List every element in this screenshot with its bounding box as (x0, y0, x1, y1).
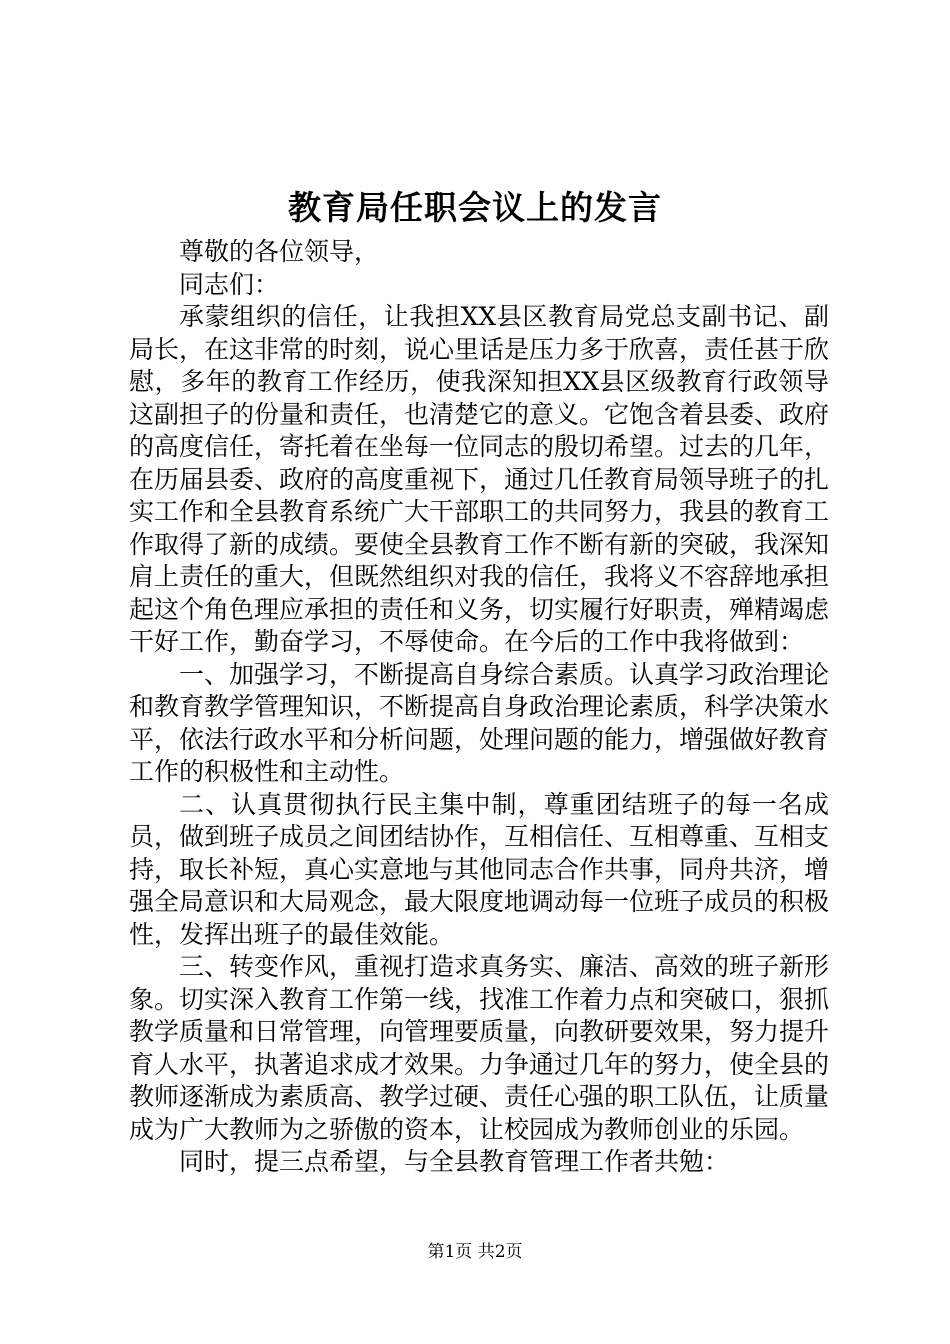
paragraph-closing: 同时，提三点希望，与全县教育管理工作者共勉： (179, 1147, 730, 1176)
document-title: 教育局任职会议上的发言 (288, 188, 662, 227)
salutation-comrades: 同志们： (179, 269, 280, 299)
page-footer: 第1页 共2页 (427, 1242, 523, 1262)
salutation-leaders: 尊敬的各位领导， (179, 237, 380, 266)
paragraph-point-two: 二、认真贯彻执行民主集中制，尊重团结班子的每一名成员，做到班子成员之间团结协作，互相信任、互相尊重、互相支持，取长补短，真心实意地与其他同志合作共事，同舟共济，增强全局意识和大局观念，最大限度地调动每一位班子成员的积极性，发挥出班子的最佳效能。 (129, 789, 830, 949)
paragraph-point-three: 三、转变作风，重视打造求真务实、廉洁、高效的班子新形象。切实深入教育工作第一线，找准工作着力点和突破口，狠抓教学质量和日常管理，向管理要质量，向教研要效果，努力提升育人水平，执著追求成才效果。力争通过几年的努力，使全县的教师逐渐成为素质高、教学过硬、责任心强的职工队伍，让质量成为广大教师为之骄傲的资本，让校园成为教师创业的乐园。 (129, 952, 830, 1144)
paragraph-intro: 承蒙组织的信任，让我担XX县区教育局党总支副书记、副局长，在这非常的时刻，说心里话是压力多于欣喜，责任甚于欣慰，多年的教育工作经历，使我深知担XX县区级教育行政领导这副担子的份量和责任，也清楚它的意义。它饱含着县委、政府的高度信任，寄托着在坐每一位同志的殷切希望。过去的几年，在历届县委、政府的高度重视下，通过几任教育局领导班子的扎实工作和全县教育系统广大干部职工的共同努力，我县的教育工作取得了新的成绩。要使全县教育工作不断有新的突破，我深知肩上责任的重大，但既然组织对我的信任，我将义不容辞地承担起这个角色理应承担的责任和义务，切实履行好职责，殚精竭虑干好工作，勤奋学习，不辱使命。在今后的工作中我将做到： (129, 302, 830, 656)
paragraph-point-one: 一、加强学习，不断提高自身综合素质。认真学习政治理论和教育教学管理知识，不断提高自身政治理论素质，科学决策水平，依法行政水平和分析问题，处理问题的能力，增强做好教育工作的积极性和主动性。 (129, 659, 830, 786)
document-body (129, 236, 829, 1179)
